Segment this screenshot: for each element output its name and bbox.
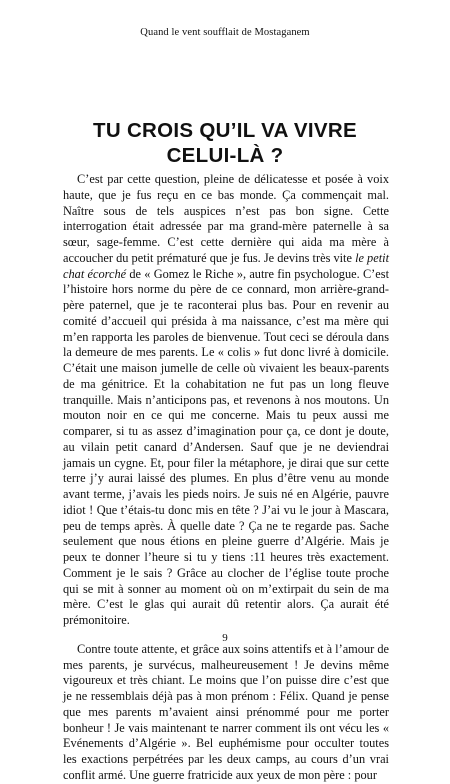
- body-text: [63, 172, 389, 784]
- paragraph-2: [63, 642, 389, 784]
- paragraph-2-text: Contre toute attente, et grâce aux soins attentifs et à l’amour de mes parents, je survécus, malheureusement ! Je devins même vigoureux et très chiant. Le moins que l’on puisse dire c’est que je ne ressemblais déjà pas à mon prénom : Félix. Quand je pense que mes parents m’avaient ainsi prénommé pour me porter bonheur ! Je vais maintenant te narrer comment ils ont vécu les « Evénements d’Algérie ». Bel euphémisme pour occulter toutes les exactions perpétrées par les deux camps, au cours d’un vrai conflit armé. Une guerre fratricide aux yeux de mon père : pour: [63, 641, 389, 782]
- chapter-title: [40, 118, 410, 168]
- page-number: 9: [222, 632, 228, 644]
- paragraph-1-text-start: C’est par cette question, pleine de délicatesse et posée à voix haute, que je fus reçu en ce bas monde. Ça commençait mal. Naître sous de tels auspices n’est pas bon signe. Cette interrogation était adressée par ma grand-mère paternelle à sa sœur, sage-femme. C’est cette dernière qui aida ma mère à accoucher du petit prématuré que je fus. Je devins très vite: [63, 172, 389, 265]
- paragraph-1-italic-phrase: le petit chat écorché: [63, 250, 389, 281]
- chapter-title-line-1: TU CROIS QU’IL VA VIVRE: [93, 119, 357, 142]
- paragraph-1-text-end: de « Gomez le Riche », autre fin psychologue. C’est l’histoire hors norme du père de ce connard, mon arrière-grand-père paternel, que je te raconterai plus bas. Pour en revenir au comité d’accueil qui présida à ma naissance, c’est ma mère qui m’en rapporta les paroles de bienvenue. Tout ceci se déroula dans la demeure de mes parents. Le « colis » fut donc livré à domicile. C’était une maison jumelle de celle où vivaient les beaux-parents de ma génitrice. Et la cohabitation ne fut pas un long fleuve tranquille. Mais n’anticipons pas, et revenons à nos moutons. Un mouton noir en ce qui me concerne. Mais tu peux aussi me comparer, si tu as assez d’imagination pour ça, ce dont je doute, au vilain petit canard d’Andersen. Sauf que je ne deviendrai jamais un cygne. Et, pour filer la métaphore, je dirai que sur cette terre j’y aurai laissé des plumes. En plus d’être venu au monde avant terme, j’avais les pieds noirs. Je suis né en Algérie, pauvre idiot ! Que t’étais-tu donc mis en tête ? J’ai vu le jour à Mascara, peu de temps après. À quelle date ? Ça ne te regarde pas. Sache seulement que nous étions en pleine guerre d’Algérie. Mais je peux te donner l’heure si tu y tiens :11 heures très exactement. Comment je le sais ? Grâce au clocher de l’église toute proche qui se mit à sonner au moment où on m’extirpait du sein de ma mère. C’est le glas qui aurait dû retentir alors. Ça aurait été prémonitoire.: [63, 266, 390, 627]
- running-header: Quand le vent soufflait de Mostaganem: [140, 27, 310, 38]
- chapter-title-line-2: CELUI-LÀ ?: [166, 144, 284, 167]
- paragraph-1: [63, 172, 389, 629]
